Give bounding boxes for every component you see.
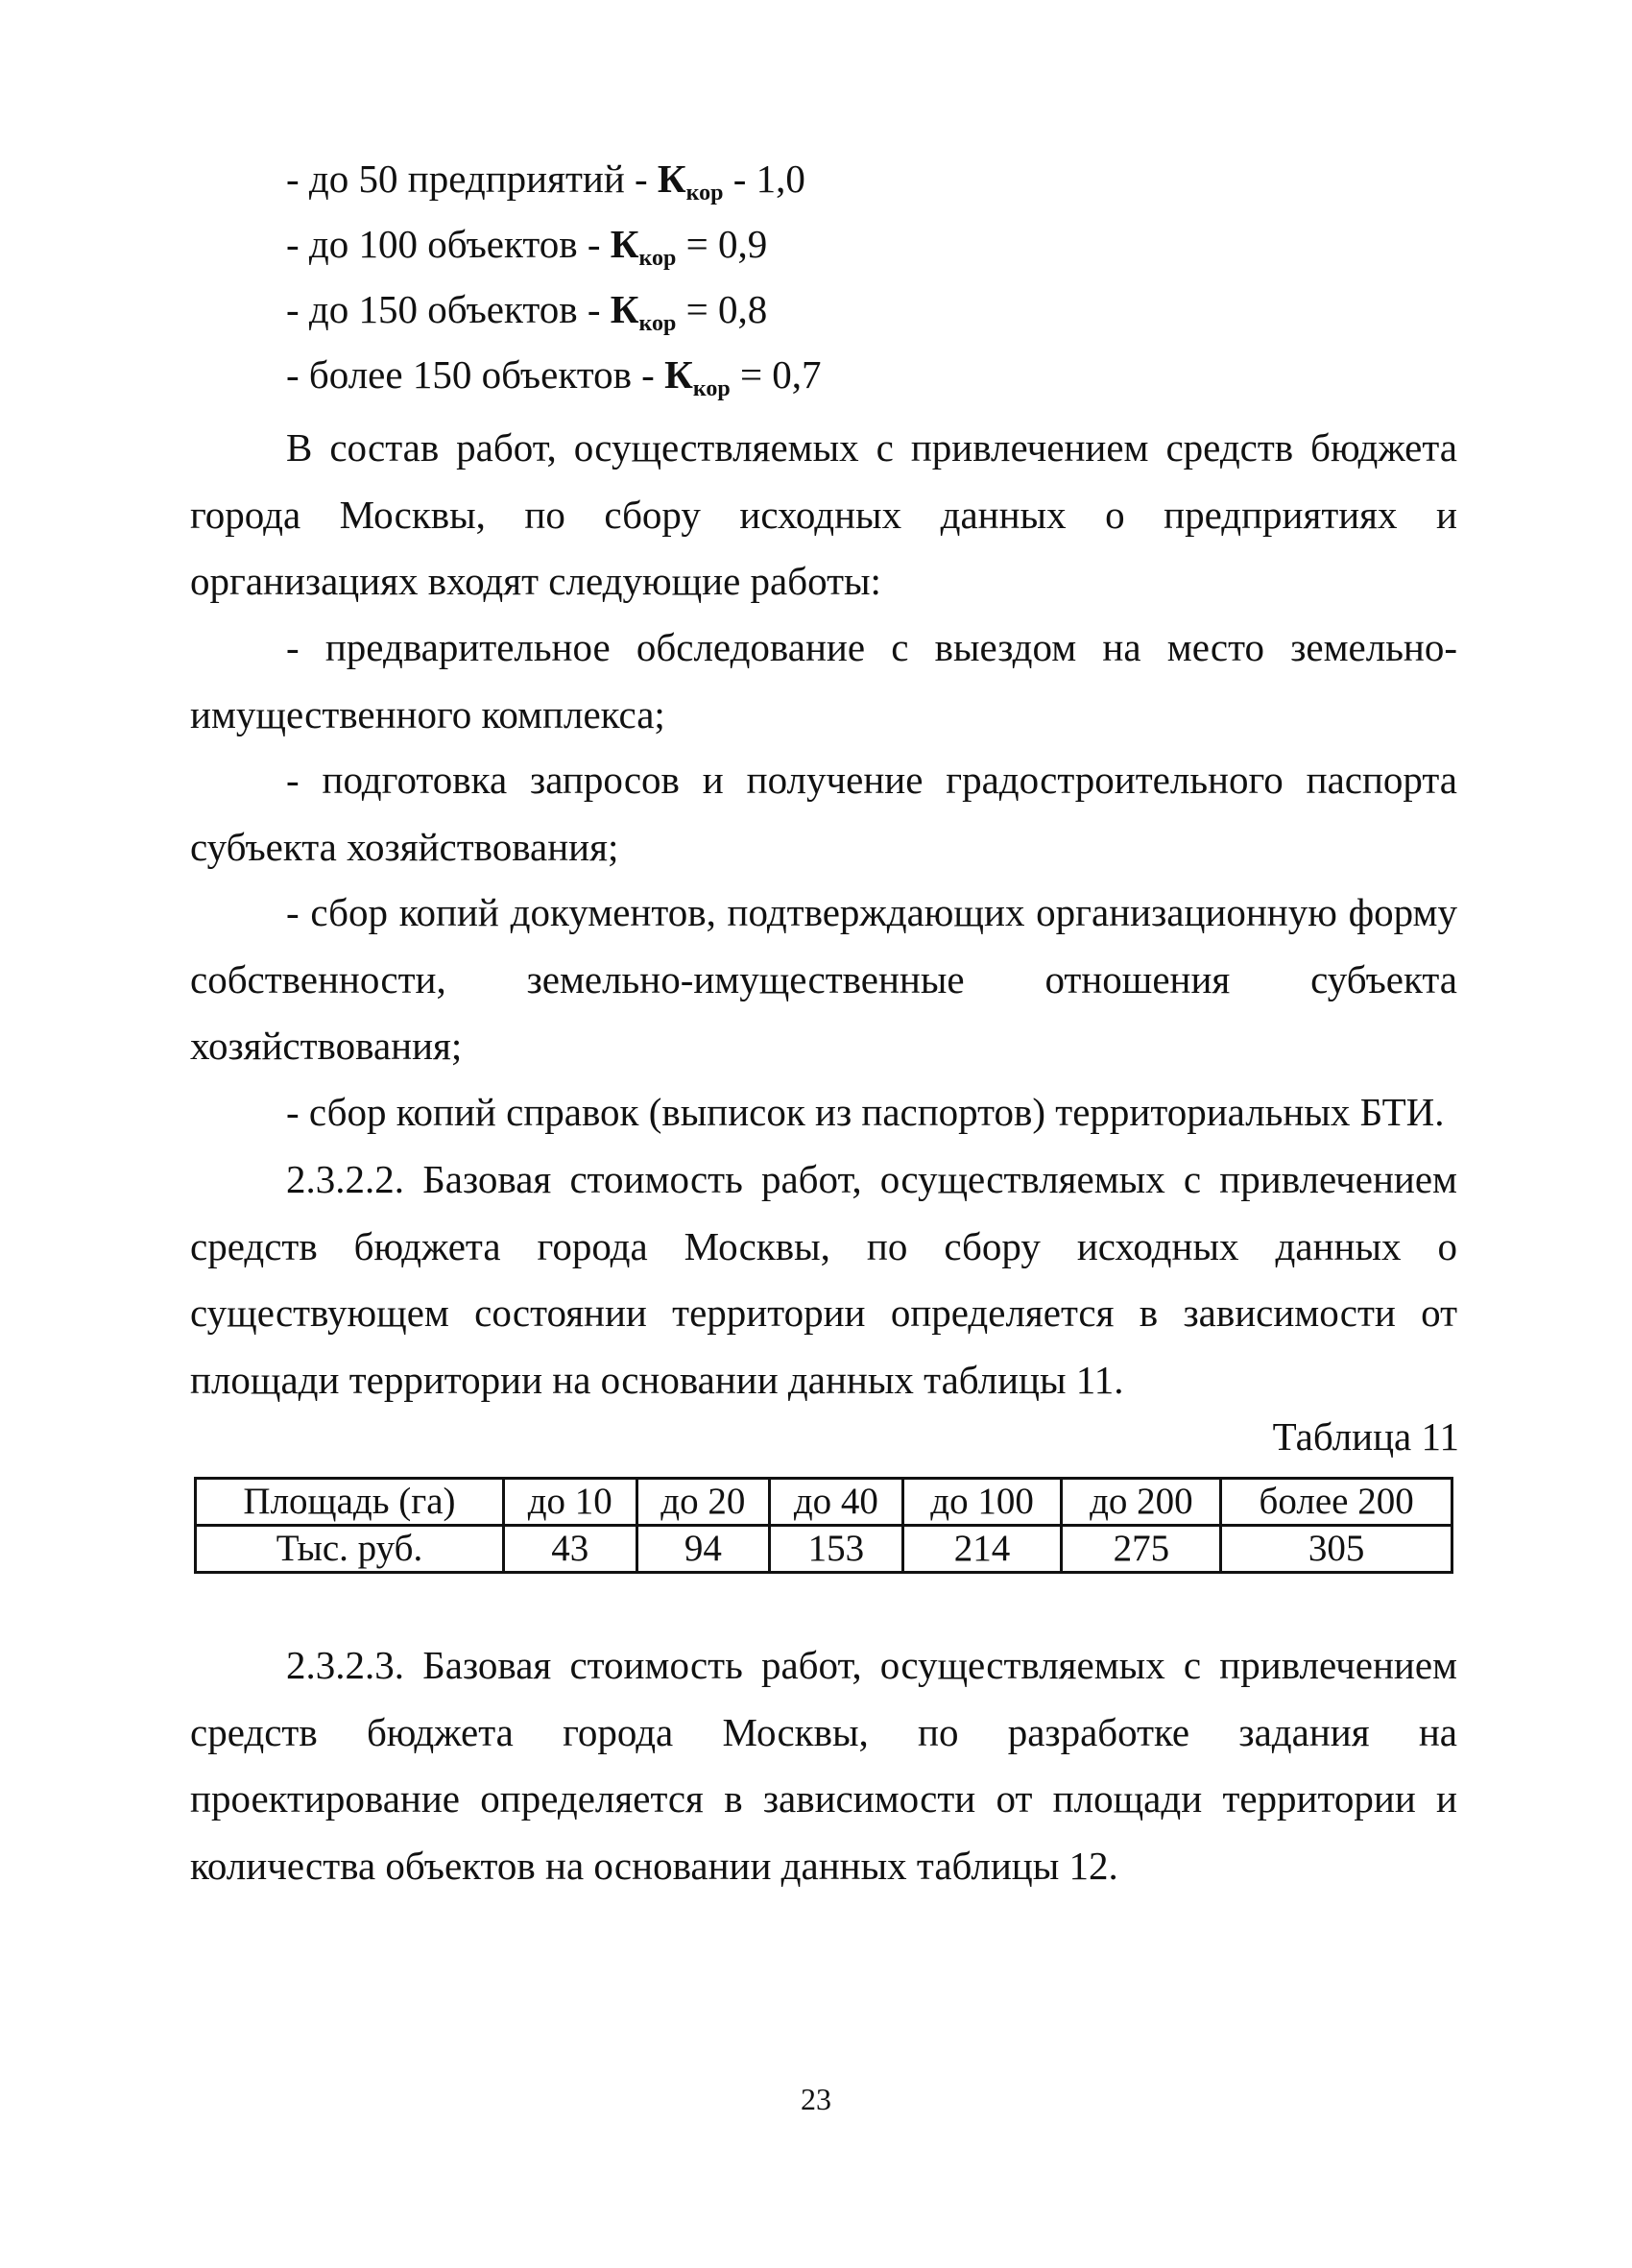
table-cell: до 40 — [770, 1479, 903, 1526]
table-cell: до 20 — [636, 1479, 770, 1526]
work-item-3: - сбор копий документов, подтверждающих организационную форму собственности, земельно-имущественные отношения субъекта хозяйствования; — [190, 890, 1457, 1068]
coef-line-4 — [286, 348, 822, 416]
coef-symbol: К — [610, 222, 639, 266]
table-cell: более 200 — [1221, 1479, 1452, 1526]
coef-line-3 — [286, 282, 767, 350]
table-cell: до 100 — [902, 1479, 1062, 1526]
coef-symbol: К — [610, 287, 639, 331]
coef-subscript: кор — [685, 181, 724, 205]
coef-symbol: К — [657, 157, 686, 201]
table-cell: 275 — [1062, 1526, 1221, 1573]
coef-value: - 1,0 — [723, 157, 805, 201]
intro-paragraph: В состав работ, осуществляемых с привлечением средств бюджета города Москвы, по сбору исходных данных о предприятиях и организациях входят следующие работы: — [190, 425, 1457, 603]
coef-line-2 — [286, 217, 767, 285]
coef-line-1 — [286, 152, 805, 220]
coef-subscript: кор — [638, 311, 677, 336]
table-cell: 214 — [902, 1526, 1062, 1573]
coef-text: - до 50 предприятий - — [286, 157, 658, 201]
table-cell: Тыс. руб. — [196, 1526, 504, 1573]
coef-value: = 0,8 — [676, 287, 768, 331]
work-item-2: - подготовка запросов и получение градостроительного паспорта субъекта хозяйствования; — [190, 758, 1457, 869]
coef-value: = 0,9 — [676, 222, 768, 266]
table-11 — [194, 1477, 1453, 1574]
table-cell: до 200 — [1062, 1479, 1221, 1526]
work-item-1: - предварительное обследование с выездом на место земельно-имущественного комплекса; — [190, 625, 1457, 736]
table-cell: Площадь (га) — [196, 1479, 504, 1526]
table-cell: до 10 — [504, 1479, 637, 1526]
table-cell: 305 — [1221, 1526, 1452, 1573]
section-2-3-2-2: 2.3.2.2. Базовая стоимость работ, осуществляемых с привлечением средств бюджета города Москвы, по сбору исходных данных о существующем состоянии территории определяется в зависимости от площади территории на основании данных таблицы 11. — [190, 1157, 1457, 1402]
coef-symbol: К — [664, 352, 693, 397]
table-cell: 153 — [770, 1526, 903, 1573]
coef-subscript: кор — [638, 246, 677, 271]
coef-subscript: кор — [692, 376, 731, 401]
coef-text: - до 100 объектов - — [286, 222, 611, 266]
table-11-caption: Таблица 11 — [1272, 1414, 1459, 1459]
coef-value: = 0,7 — [730, 352, 822, 397]
section-2-3-2-3: 2.3.2.3. Базовая стоимость работ, осуществляемых с привлечением средств бюджета города Москвы, по разработке задания на проектирование определяется в зависимости от площади территории и количества объектов на основании данных таблицы 12. — [190, 1643, 1457, 1888]
work-item-4: - сбор копий справок (выписок из паспортов) территориальных БТИ. — [286, 1090, 1445, 1134]
coef-text: - более 150 объектов - — [286, 352, 665, 397]
table-cell: 43 — [504, 1526, 637, 1573]
table-cell: 94 — [636, 1526, 770, 1573]
table-header-row — [196, 1479, 1452, 1526]
table-row — [196, 1526, 1452, 1573]
coef-text: - до 150 объектов - — [286, 287, 611, 331]
page-number: 23 — [801, 2082, 831, 2116]
